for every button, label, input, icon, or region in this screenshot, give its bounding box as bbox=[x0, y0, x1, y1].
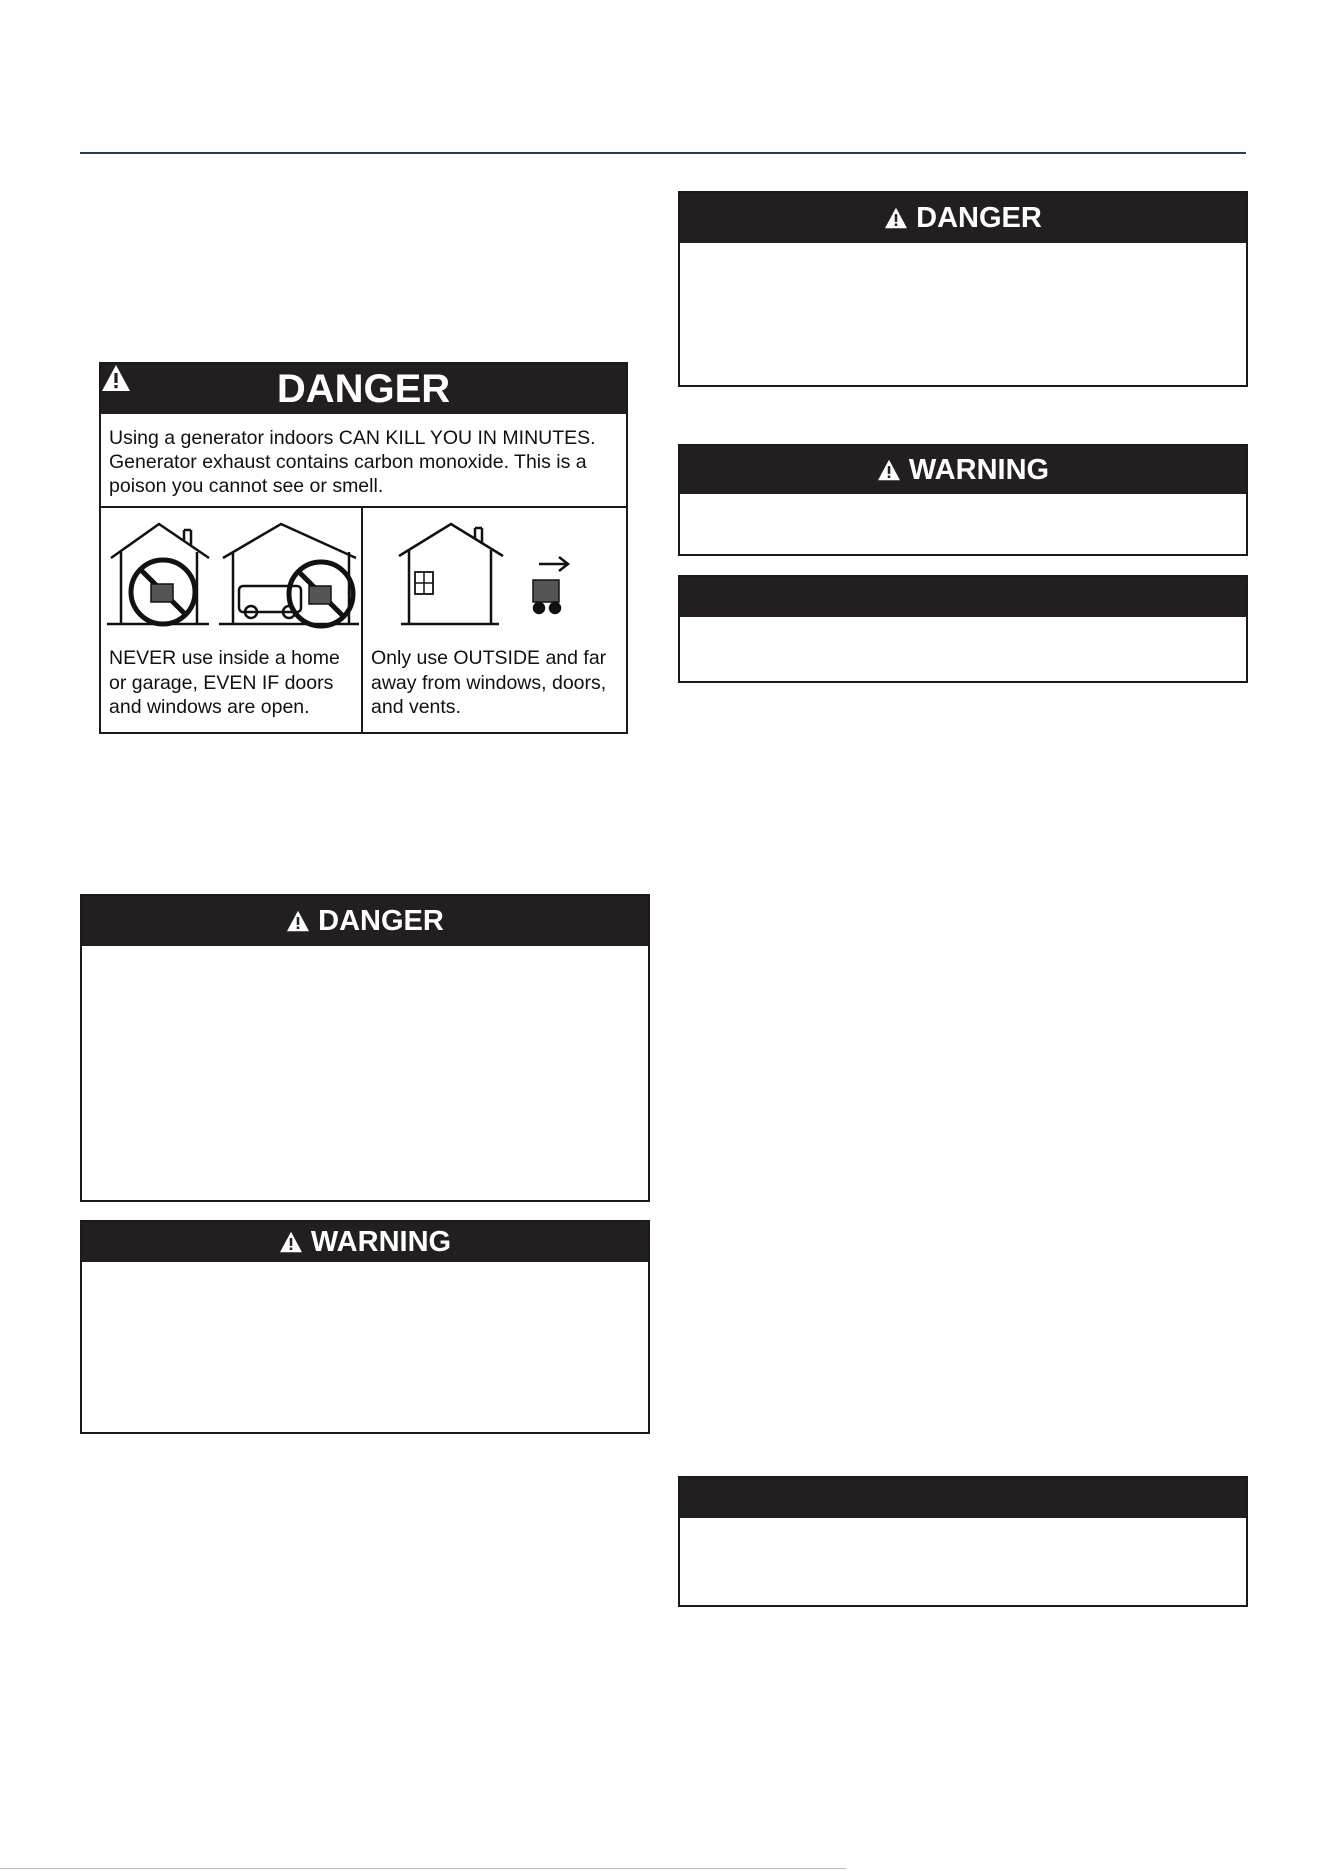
warning-triangle-icon bbox=[279, 1231, 303, 1253]
co-danger-label-heading: DANGER bbox=[276, 366, 451, 411]
right-warning-box bbox=[678, 444, 1248, 556]
outside-only-caption bbox=[371, 646, 606, 720]
never-indoors-panel bbox=[101, 508, 363, 732]
right-notice-box-2 bbox=[678, 1476, 1248, 1607]
caption-line: and windows are open. bbox=[109, 696, 310, 718]
right-danger-heading: DANGER bbox=[916, 201, 1042, 234]
footer-line bbox=[0, 1868, 846, 1869]
no-generator-in-home-icon bbox=[107, 524, 209, 624]
warning-triangle-icon bbox=[286, 910, 310, 932]
header-rule bbox=[80, 152, 1246, 154]
no-generator-in-garage-icon bbox=[219, 524, 359, 626]
caption-line: away from windows, doors, bbox=[371, 671, 607, 694]
co-danger-label-header bbox=[101, 364, 626, 414]
right-notice-header-2 bbox=[680, 1478, 1246, 1518]
outside-only-panel bbox=[363, 508, 626, 732]
right-warning-heading: WARNING bbox=[908, 453, 1050, 486]
right-warning-header bbox=[680, 446, 1246, 494]
left-warning-heading: WARNING bbox=[310, 1225, 452, 1258]
generator-outside-icon bbox=[399, 524, 568, 624]
caption-line: Only use OUTSIDE and far bbox=[371, 647, 607, 669]
left-danger-heading: DANGER bbox=[318, 904, 444, 937]
caption-line: and vents. bbox=[371, 696, 461, 718]
right-danger-header bbox=[680, 193, 1246, 243]
warning-triangle-icon bbox=[101, 364, 131, 392]
warning-triangle-icon bbox=[877, 459, 901, 481]
caption-line: or garage, EVEN IF doors bbox=[109, 671, 334, 694]
message-line: poison you cannot see or smell. bbox=[109, 475, 384, 497]
left-danger-header bbox=[82, 896, 648, 946]
left-danger-box bbox=[80, 894, 650, 1202]
right-danger-box bbox=[678, 191, 1248, 387]
right-notice-box-1 bbox=[678, 575, 1248, 683]
message-line: Using a generator indoors CAN KILL YOU IN MINUTES. bbox=[109, 427, 596, 449]
co-danger-label-message bbox=[101, 414, 626, 508]
left-warning-box bbox=[80, 1220, 650, 1434]
co-danger-label bbox=[99, 362, 628, 734]
never-indoors-caption bbox=[109, 646, 340, 720]
left-warning-header bbox=[82, 1222, 648, 1262]
right-notice-header-1 bbox=[680, 577, 1246, 617]
message-line: Generator exhaust contains carbon monoxide. This is a bbox=[109, 451, 587, 473]
warning-triangle-icon bbox=[884, 207, 908, 229]
caption-line: NEVER use inside a home bbox=[109, 647, 340, 669]
